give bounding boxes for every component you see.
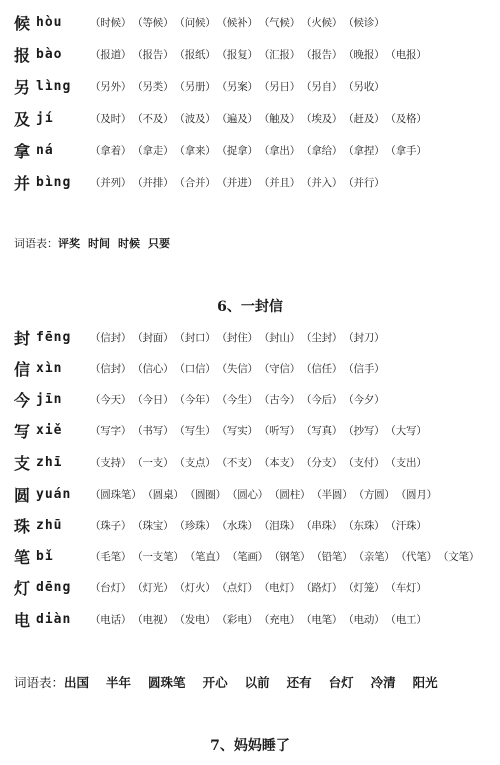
char-row (14, 575, 496, 599)
character: 珠 (14, 516, 31, 536)
word: （封面） (132, 331, 174, 344)
word-list (90, 79, 385, 94)
char-row (14, 74, 496, 98)
word: （文笔） (437, 550, 480, 563)
word: （封山） (258, 331, 301, 344)
char-row (14, 170, 496, 194)
word: （拿来） (174, 144, 216, 157)
word: （今年） (174, 393, 216, 406)
word-list (90, 518, 428, 533)
word: （另册） (174, 80, 216, 93)
word: （充电） (258, 613, 301, 626)
word: （今后） (301, 393, 343, 406)
vocab-word: 还有 (286, 675, 312, 690)
word: （信封） (90, 362, 132, 375)
word: （拿走） (132, 144, 174, 157)
word: （书写） (132, 424, 174, 437)
vocab-label: 词语表： (14, 237, 58, 250)
word: （合并） (174, 176, 216, 189)
word: （今日） (132, 393, 174, 406)
word: （报复） (216, 48, 258, 61)
word: （写字） (90, 424, 132, 437)
word: （遍及） (216, 112, 258, 125)
character: 封 (14, 328, 31, 348)
vocab-word: 圆珠笔 (148, 675, 186, 690)
character: 拿 (14, 141, 31, 161)
word: （分支） (301, 456, 343, 469)
word: （一支笔） (132, 550, 184, 563)
word: （不及） (132, 112, 174, 125)
char-row (14, 607, 496, 631)
word: （圆月） (395, 488, 437, 501)
char-row (14, 418, 496, 442)
word: （候补） (216, 16, 258, 29)
word: （今夕） (343, 393, 385, 406)
word: （信任） (301, 362, 343, 375)
word: （电工） (385, 613, 427, 626)
word: （赶及） (343, 112, 385, 125)
char-row (14, 10, 496, 34)
character: 另 (14, 77, 31, 97)
word: （触及） (258, 112, 301, 125)
pinyin: bìng (36, 174, 72, 190)
character: 候 (14, 13, 31, 33)
word: （大写） (385, 424, 427, 437)
word: （电笔） (301, 613, 343, 626)
word: （及格） (385, 112, 427, 125)
word: （毛笔） (90, 550, 132, 563)
word-list (90, 330, 385, 345)
word: （本支） (258, 456, 301, 469)
character: 信 (14, 359, 31, 379)
word: （拿捏） (343, 144, 385, 157)
word: （及时） (90, 112, 132, 125)
word: （支点） (174, 456, 216, 469)
pinyin: ná (36, 142, 54, 158)
word: （失信） (216, 362, 258, 375)
word-list (90, 423, 428, 438)
word: （另收） (343, 80, 385, 93)
word: （气候） (258, 16, 301, 29)
word: （支出） (385, 456, 427, 469)
word-list (90, 361, 385, 376)
vocab-label: 词语表： (14, 675, 65, 690)
word: （另自） (301, 80, 343, 93)
word: （串珠） (301, 519, 343, 532)
word: （台灯） (90, 581, 132, 594)
word: （钢笔） (269, 550, 311, 563)
pinyin: jīn (36, 391, 63, 407)
vocab-word: 以前 (244, 675, 270, 690)
word-list (90, 111, 428, 126)
word: （汇报） (258, 48, 301, 61)
word: （支持） (90, 456, 132, 469)
word: （一支） (132, 456, 174, 469)
word-list (90, 47, 428, 62)
character: 圆 (14, 485, 31, 505)
char-row (14, 42, 496, 66)
word: （报告） (132, 48, 174, 61)
word: （封口） (174, 331, 216, 344)
word: （方圆） (353, 488, 395, 501)
word: （另日） (258, 80, 301, 93)
word: （笔画） (226, 550, 269, 563)
vocab-word: 时候 (118, 237, 140, 250)
word: （笔直） (184, 550, 226, 563)
pinyin: zhī (36, 454, 63, 470)
word: （写实） (216, 424, 258, 437)
word: （并且） (258, 176, 301, 189)
char-row (14, 450, 496, 474)
character: 灯 (14, 578, 31, 598)
vocab-list (14, 671, 496, 693)
char-row (14, 387, 496, 411)
word: （信心） (132, 362, 174, 375)
word: （并行） (343, 176, 385, 189)
word: （信手） (343, 362, 385, 375)
word-list (90, 612, 428, 627)
lesson-title: 6、一封信 (217, 299, 283, 315)
word: （彩电） (216, 613, 258, 626)
pinyin: bào (36, 46, 63, 62)
word: （点灯） (216, 581, 258, 594)
word: （报道） (90, 48, 132, 61)
word: （封住） (216, 331, 258, 344)
character: 报 (14, 45, 31, 65)
word: （守信） (258, 362, 301, 375)
vocab-word: 出国 (64, 675, 90, 690)
word: （候诊） (343, 16, 385, 29)
word: （电动） (343, 613, 385, 626)
pinyin: dēng (36, 579, 72, 595)
word: （不支） (216, 456, 258, 469)
word: （灯笼） (343, 581, 385, 594)
word: （波及） (174, 112, 216, 125)
word: （捉拿） (216, 144, 258, 157)
vocab-word: 只要 (148, 237, 170, 250)
lesson-title: 7、妈妈睡了 (210, 738, 290, 754)
pinyin: bǐ (36, 548, 54, 564)
word: （口信） (174, 362, 216, 375)
word: （另外） (90, 80, 132, 93)
char-row (14, 325, 496, 349)
word: （珍珠） (174, 519, 216, 532)
vocab-word: 开心 (202, 675, 228, 690)
pinyin: zhū (36, 517, 63, 533)
pinyin: xiě (36, 422, 63, 438)
word: （拿出） (258, 144, 301, 157)
pinyin: hòu (36, 14, 63, 30)
word-list (90, 580, 428, 595)
word: （今生） (216, 393, 258, 406)
word: （信封） (90, 331, 132, 344)
word: （并排） (132, 176, 174, 189)
word: （晚报） (343, 48, 385, 61)
vocab-list (14, 232, 496, 254)
pinyin: jí (36, 110, 54, 126)
char-row (14, 138, 496, 162)
word-list (90, 549, 480, 564)
vocab-word: 时间 (88, 237, 110, 250)
word: （封刀） (343, 331, 385, 344)
vocab-word: 冷清 (370, 675, 396, 690)
character: 今 (14, 390, 31, 410)
word: （泪珠） (258, 519, 301, 532)
word-list (90, 392, 385, 407)
word: （水珠） (216, 519, 258, 532)
character: 支 (14, 453, 31, 473)
char-row (14, 356, 496, 380)
character: 写 (14, 421, 31, 441)
word: （路灯） (301, 581, 343, 594)
word: （并入） (301, 176, 343, 189)
word: （问候） (174, 16, 216, 29)
word: （古今） (258, 393, 301, 406)
word: （圆心） (226, 488, 269, 501)
word: （今天） (90, 393, 132, 406)
vocab-word: 半年 (106, 675, 132, 690)
word: （半圆） (311, 488, 353, 501)
word: （灯火） (174, 581, 216, 594)
word-list (90, 15, 385, 30)
word: （东珠） (343, 519, 385, 532)
pinyin: yuán (36, 486, 72, 502)
word: （代笔） (395, 550, 437, 563)
word-list (90, 487, 438, 502)
word: （车灯） (385, 581, 427, 594)
word: （写生） (174, 424, 216, 437)
word: （另类） (132, 80, 174, 93)
word: （写真） (301, 424, 343, 437)
word-list (90, 175, 385, 190)
word: （圆珠笔） (90, 488, 142, 501)
word: （电视） (132, 613, 174, 626)
char-row (14, 106, 496, 130)
word: （时候） (90, 16, 132, 29)
word: （火候） (301, 16, 343, 29)
pinyin: fēng (36, 329, 72, 345)
word: （灯光） (132, 581, 174, 594)
pinyin: diàn (36, 611, 72, 627)
word: （报告） (301, 48, 343, 61)
pinyin: lìng (36, 78, 72, 94)
word: （拿着） (90, 144, 132, 157)
word: （抄写） (343, 424, 385, 437)
vocab-word: 评奖 (58, 237, 80, 250)
char-row (14, 482, 496, 506)
word: （听写） (258, 424, 301, 437)
word: （另案） (216, 80, 258, 93)
char-row (14, 544, 496, 568)
word: （等候） (132, 16, 174, 29)
character: 并 (14, 173, 31, 193)
word: （埃及） (301, 112, 343, 125)
word-list (90, 143, 428, 158)
word: （尘封） (301, 331, 343, 344)
word: （汗珠） (385, 519, 427, 532)
word: （亲笔） (353, 550, 395, 563)
word: （珠子） (90, 519, 132, 532)
word: （电灯） (258, 581, 301, 594)
word: （拿给） (301, 144, 343, 157)
character: 笔 (14, 547, 31, 567)
word: （电报） (385, 48, 427, 61)
word: （并列） (90, 176, 132, 189)
word: （珠宝） (132, 519, 174, 532)
char-row (14, 513, 496, 537)
character: 电 (14, 610, 31, 630)
word: （并进） (216, 176, 258, 189)
word: （圆圈） (184, 488, 226, 501)
word: （圆柱） (269, 488, 311, 501)
character: 及 (14, 109, 31, 129)
word: （发电） (174, 613, 216, 626)
word: （支付） (343, 456, 385, 469)
vocab-word: 阳光 (412, 675, 438, 690)
pinyin: xìn (36, 360, 63, 376)
word: （圆桌） (142, 488, 184, 501)
word: （拿手） (385, 144, 427, 157)
word: （报纸） (174, 48, 216, 61)
word: （铅笔） (311, 550, 353, 563)
word: （电话） (90, 613, 132, 626)
vocab-word: 台灯 (328, 675, 354, 690)
word-list (90, 455, 428, 470)
